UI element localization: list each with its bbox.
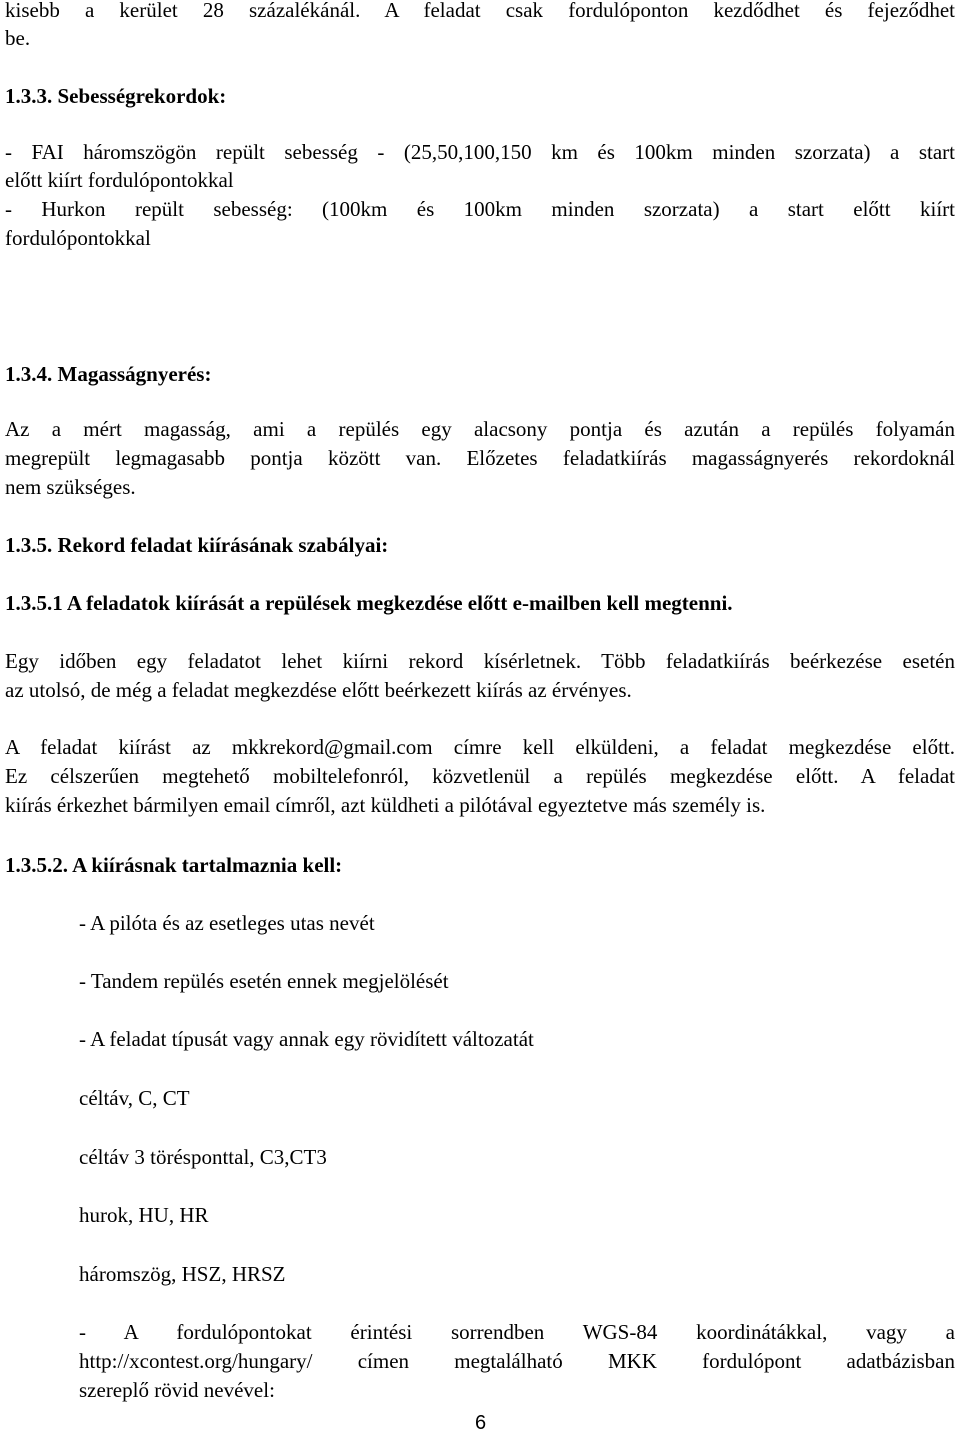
document-page	[5, 0, 955, 1436]
turnpoints-line-1: - A fordulópontokat érintési sorrendben WGS-84 koordinátákkal, vagy a	[79, 1320, 955, 1344]
speed-record-line-2: előtt kiírt fordulópontokkal	[5, 168, 234, 192]
heading-1-3-5-1: 1.3.5.1 A feladatok kiírását a repülések megkezdése előtt e-mailben kell megtenni.	[5, 591, 733, 615]
rules-para2-line-2: Ez célszerűen megtehető mobiltelefonról, közvetlenül a repülés megkezdése előtt. A feladat	[5, 764, 955, 788]
altitude-gain-line-1: Az a mért magasság, ami a repülés egy alacsony pontja és azután a repülés folyamán	[5, 417, 955, 441]
turnpoints-line-2: http://xcontest.org/hungary/ címen megtalálható MKK fordulópont adatbázisban	[79, 1349, 955, 1373]
speed-record-line-1: - FAI háromszögön repült sebesség - (25,50,100,150 km és 100km minden szorzata) a start	[5, 140, 955, 164]
altitude-gain-line-3: nem szükséges.	[5, 475, 136, 499]
rules-para1-line-1: Egy időben egy feladatot lehet kiírni rekord kísérletnek. Több feladatkiírás beérkezése esetén	[5, 649, 955, 673]
heading-1-3-3: 1.3.3. Sebességrekordok:	[5, 84, 227, 108]
heading-1-3-5: 1.3.5. Rekord feladat kiírásának szabályai:	[5, 533, 389, 557]
heading-1-3-5-2: 1.3.5.2. A kiírásnak tartalmaznia kell:	[5, 853, 343, 877]
list-item: háromszög, HSZ, HRSZ	[79, 1262, 286, 1286]
list-item: céltáv 3 törésponttal, C3,CT3	[79, 1145, 327, 1169]
list-item: - A feladat típusát vagy annak egy rövidített változatát	[79, 1027, 534, 1051]
turnpoints-line-3: szereplő rövid nevével:	[79, 1378, 275, 1402]
speed-record-line-3: - Hurkon repült sebesség: (100km és 100km minden szorzata) a start előtt kiírt	[5, 197, 955, 221]
intro-line-2: be.	[5, 26, 31, 50]
list-item: hurok, HU, HR	[79, 1203, 209, 1227]
rules-para2-line-1: A feladat kiírást az mkkrekord@gmail.com címre kell elküldeni, a feladat megkezdése előtt.	[5, 735, 955, 759]
list-item: céltáv, C, CT	[79, 1086, 190, 1110]
rules-para2-line-3: kiírás érkezhet bármilyen email címről, azt küldheti a pilótával egyeztetve más személy is.	[5, 793, 766, 817]
altitude-gain-line-2: megrepült legmagasabb pontja között van. Előzetes feladatkiírás magasságnyerés rekordoknál	[5, 446, 955, 470]
speed-record-line-4: fordulópontokkal	[5, 226, 151, 250]
list-item: - Tandem repülés esetén ennek megjelölését	[79, 969, 449, 993]
rules-para1-line-2: az utolsó, de még a feladat megkezdése előtt beérkezett kiírás az érvényes.	[5, 678, 632, 702]
list-item: - A pilóta és az esetleges utas nevét	[79, 911, 375, 935]
heading-1-3-4: 1.3.4. Magasságnyerés:	[5, 362, 212, 386]
intro-line-1: kisebb a kerület 28 százalékánál. A feladat csak fordulóponton kezdődhet és fejeződhet	[5, 0, 955, 22]
page-number: 6	[475, 1412, 487, 1434]
